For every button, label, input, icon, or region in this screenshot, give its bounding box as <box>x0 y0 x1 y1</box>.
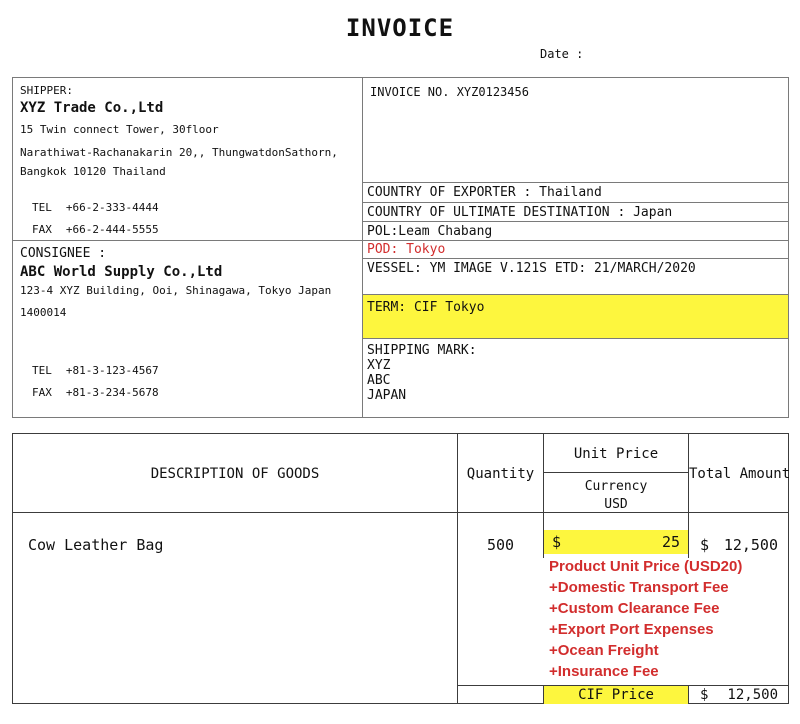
consignee-label: CONSIGNEE : <box>20 246 107 261</box>
cif-price-cell <box>544 686 688 704</box>
total-amount-value: 12,500 <box>723 536 778 554</box>
shipper-company: XYZ Trade Co.,Ltd <box>20 100 164 116</box>
shipper-fax-label: FAX <box>32 223 52 236</box>
consignee-fax-value: +81-3-234-5678 <box>65 386 159 399</box>
annotation-line: +Insurance Fee <box>549 663 659 680</box>
consignee-company: ABC World Supply Co.,Ltd <box>20 264 223 280</box>
term-divider <box>362 338 789 339</box>
unit-price-header: Unit Price <box>573 446 659 462</box>
shipper-tel-value: +66-2-333-4444 <box>65 201 159 214</box>
currency-code: USD <box>604 497 628 512</box>
consignee-address-line2: 1400014 <box>20 306 67 319</box>
shipper-address-line3: Bangkok 10120 Thailand <box>20 165 166 178</box>
shipper-fax-value: +66-2-444-5555 <box>65 223 159 236</box>
annotation-line: +Domestic Transport Fee <box>549 579 729 596</box>
total-column-line <box>688 433 689 558</box>
annotation-line: +Ocean Freight <box>549 642 659 659</box>
consignee-fax-row <box>32 386 159 400</box>
invoice-number: INVOICE NO. XYZ0123456 <box>370 85 529 99</box>
date-label: Date : <box>540 47 584 61</box>
currency-header: Currency <box>584 479 648 494</box>
shipper-address-line2: Narathiwat-Rachanakarin 20,, ThungwatdonSathorn, <box>20 146 338 159</box>
goods-description: Cow Leather Bag <box>28 536 164 554</box>
consignee-tel-value: +81-3-123-4567 <box>65 364 159 377</box>
annotation-line: Product Unit Price (USD20) <box>549 558 743 575</box>
cif-cell-right-line <box>688 685 689 704</box>
consignee-tel-label: TEL <box>32 364 52 377</box>
cif-total-value: 12,500 <box>727 687 778 703</box>
port-of-discharge: POD: Tokyo <box>367 242 446 257</box>
consignee-address-line1: 123-4 XYZ Building, Ooi, Shinagawa, Tokyo Japan <box>20 284 332 297</box>
shipper-fax-row <box>32 223 159 237</box>
shipping-mark-line: XYZ <box>367 358 391 373</box>
invoice-no-divider <box>362 182 789 183</box>
annotation-line: +Export Port Expenses <box>549 621 714 638</box>
quantity-header: Quantity <box>466 466 535 482</box>
description-header: DESCRIPTION OF GOODS <box>150 466 320 482</box>
shipping-mark-label: SHIPPING MARK: <box>367 343 477 358</box>
document-title: INVOICE <box>345 14 455 42</box>
shipping-mark-line: JAPAN <box>367 388 407 403</box>
shipper-tel-row <box>32 201 159 215</box>
annotation-line: +Custom Clearance Fee <box>549 600 720 617</box>
port-of-loading: POL:Leam Chabang <box>367 224 493 239</box>
exporter-divider <box>362 202 789 203</box>
country-of-exporter: COUNTRY OF EXPORTER : Thailand <box>367 185 602 200</box>
shipper-address-line1: 15 Twin connect Tower, 30floor <box>20 123 219 136</box>
unit-price-currency-symbol: $ <box>552 533 562 551</box>
shipper-tel-label: TEL <box>32 201 52 214</box>
cif-price-label: CIF Price <box>578 687 654 703</box>
cif-total-cell <box>700 687 778 705</box>
cif-cost-breakdown <box>549 556 742 682</box>
shipper-label: SHIPPER: <box>20 84 73 97</box>
shipper-consignee-divider <box>12 240 362 241</box>
total-amount-header: Total Amount <box>689 466 791 482</box>
goods-quantity: 500 <box>486 536 515 554</box>
info-section-vertical-divider <box>362 77 363 418</box>
unit-price-value: 25 <box>661 533 680 551</box>
total-currency-symbol: $ <box>700 536 710 554</box>
unit-price-cell <box>544 530 688 554</box>
total-amount-cell <box>700 536 778 555</box>
term-value: TERM: CIF Tokyo <box>367 300 485 315</box>
consignee-fax-label: FAX <box>32 386 52 399</box>
shipping-mark-line: ABC <box>367 373 391 388</box>
vessel-info: VESSEL: YM IMAGE V.121S ETD: 21/MARCH/2020 <box>367 261 696 276</box>
consignee-tel-row <box>32 364 159 378</box>
unit-price-subdivider <box>543 472 689 473</box>
country-of-destination: COUNTRY OF ULTIMATE DESTINATION : Japan <box>367 205 673 220</box>
cif-currency-symbol: $ <box>700 687 709 703</box>
